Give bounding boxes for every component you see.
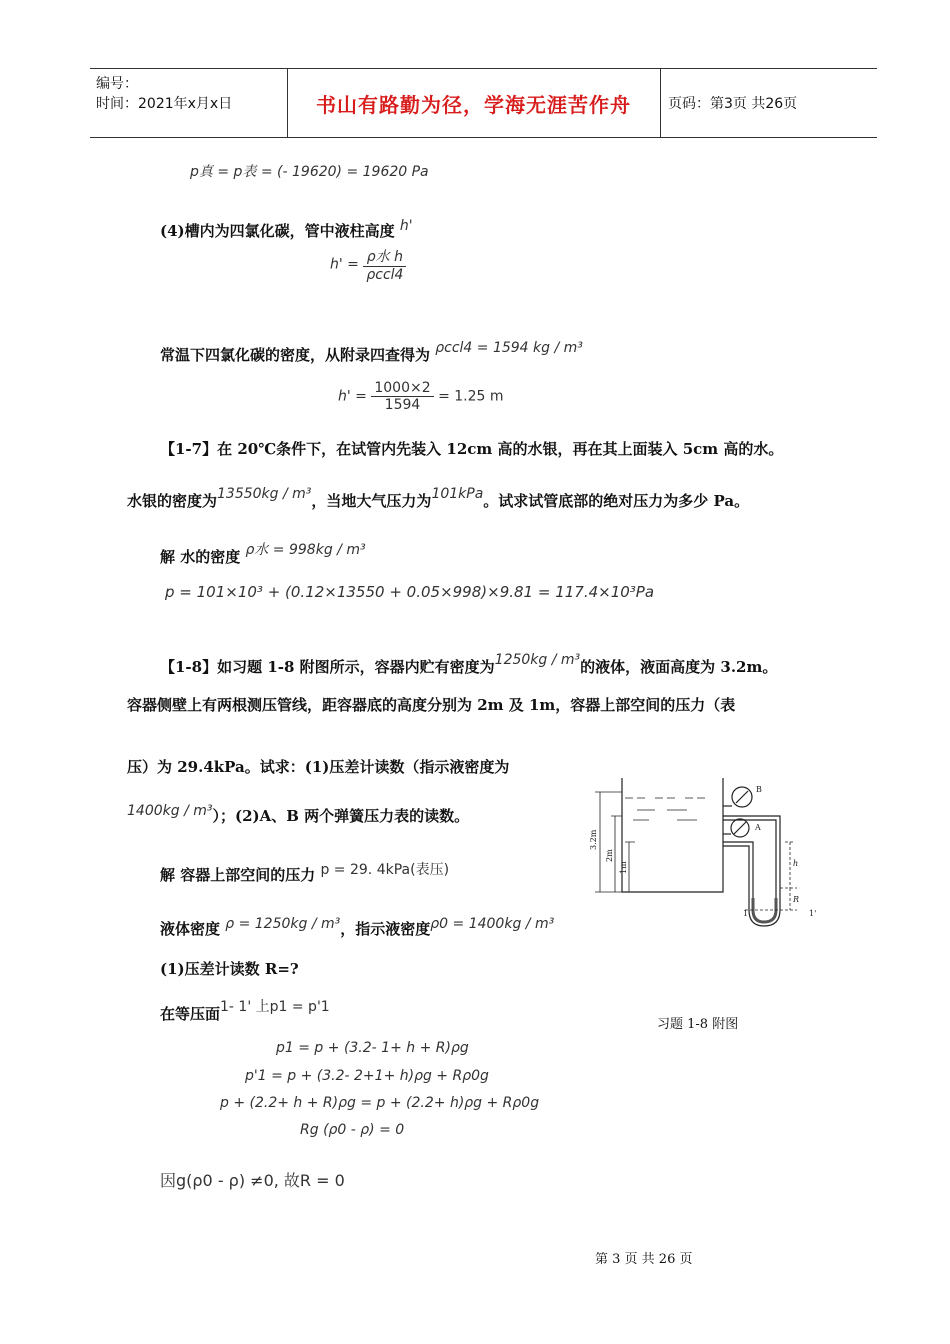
text-equal-pressure-label: 在等压面 (160, 1005, 221, 1023)
text-1-8-end: 的液体，液面高度为 3.2m。 (580, 658, 778, 676)
text-ccl4-label: 常温下四氯化碳的密度，从附录四查得为 (160, 346, 431, 364)
text-question-1-7: 。试求试管底部的绝对压力为多少 Pa。 (483, 492, 750, 510)
eq-ccl4-density: ρccl4 = 1594 kg / m³ (435, 340, 583, 356)
text-indicator-label: ，指示液密度 (340, 920, 431, 938)
eq-hv-lhs: h' = (338, 388, 367, 405)
tank-outline (622, 778, 723, 892)
header-page-cell (660, 69, 877, 137)
text-ccl4-density (160, 340, 583, 365)
time-label: 时间：2021年x月x日 (96, 96, 233, 112)
equation-conclusion: 因g(ρ0 - ρ) ≠0, 故R = 0 (160, 1171, 345, 1190)
equation-p1: p1 = p + (3.2- 1+ h + R)ρg (276, 1040, 469, 1056)
page-footer: 第 3 页 共 26 页 (595, 1252, 693, 1267)
equation-rg: Rg (ρ0 - ρ) = 0 (300, 1122, 405, 1138)
problem-1-8-line2: 容器侧壁上有两根测压管线，距容器底的高度分别为 2m 及 1m，容器上部空间的压力（表 (127, 696, 736, 714)
equation-h-value (338, 380, 504, 413)
eq-h-numerator: ρ水 h (363, 246, 406, 267)
eq-mercury-density: 13550kg / m³ (217, 486, 312, 502)
text-mercury-label: 水银的密度为 (127, 492, 218, 510)
text-liquid-density-label: 液体密度 (160, 920, 221, 938)
figure-label-r: R (793, 895, 800, 904)
eq-hv-numerator: 1000×2 (371, 380, 433, 397)
text-densities (160, 918, 554, 939)
eq-water-density: ρ水 = 998kg / m³ (245, 542, 366, 558)
text-part4 (160, 218, 413, 241)
page-header (90, 68, 877, 138)
figure-label-b: B (756, 785, 762, 794)
problem-1-7: 【1-7】在 20℃条件下，在试管内先装入 12cm 高的水银，再在其上面装入 5cm 高的水。 (160, 440, 784, 458)
solution-1-8 (160, 864, 449, 885)
text-atm-label: ，当地大气压力为 (311, 492, 432, 510)
eq-liquid-density: 1250kg / m³ (494, 652, 581, 668)
text-water-density-label: 解 水的密度 (160, 548, 241, 566)
eq-h-fraction (363, 246, 406, 283)
number-label: 编号： (96, 76, 138, 92)
figure-label-1: 1 (743, 909, 749, 918)
text-upper-pressure-label: 解 容器上部空间的压力 (160, 866, 316, 884)
text-part4-label: (4)槽内为四氯化碳，管中液柱高度 (160, 222, 395, 240)
eq-rho0: ρ0 = 1400kg / m³ (430, 916, 555, 932)
eq-h-lhs: h' = (330, 256, 359, 273)
problem-1-8-line4 (127, 805, 469, 826)
eq-hv-denominator: 1594 (384, 397, 421, 413)
figure-label-a: A (755, 823, 761, 832)
problem-1-8 (160, 652, 778, 677)
figure-label-1-prime: 1' (809, 909, 817, 918)
equation-absolute-pressure: p = 101×10³ + (0.12×13550 + 0.05×998)×9.81 = 117.4×10³Pa (165, 583, 655, 601)
eq-upper-pressure: p = 29. 4kPa(表压) (320, 862, 450, 878)
text-1-8-start: 【1-8】如习题 1-8 附图所示，容器内贮有密度为 (160, 658, 495, 676)
problem-1-7-line2 (127, 486, 750, 511)
figure-1-8 (585, 770, 825, 940)
equation-vacuum: p真 = p表 = (- 19620) = 19620 Pa (190, 164, 429, 180)
page-info: 页码：第3页 共26页 (668, 96, 798, 112)
text-1-8-questions: ）；(2)A、B 两个弹簧压力表的读数。 (212, 807, 470, 825)
eq-h-denominator: ρccl4 (366, 267, 404, 283)
equation-p1-prime: p'1 = p + (3.2- 2+1+ h)ρg + Rρ0g (245, 1068, 489, 1084)
motto: 书山有路勤为径，学海无涯苦作舟 (316, 92, 631, 117)
text-equal-pressure (160, 999, 330, 1024)
header-motto-cell (287, 69, 661, 137)
eq-rho: ρ = 1250kg / m³ (225, 916, 341, 932)
equation-h-prime (330, 246, 406, 283)
header-meta-cell (90, 69, 288, 137)
eq-indicator-density: 1400kg / m³ (127, 803, 213, 819)
figure-label-h: h (793, 859, 799, 868)
eq-equal-pressure: 1- 1' 上p1 = p'1 (220, 999, 330, 1015)
problem-1-8-line3: 压）为 29.4kPa。试求：(1)压差计读数（指示液密度为 (127, 758, 510, 776)
eq-atm-pressure: 101kPa (431, 486, 484, 502)
solution-1-7 (160, 542, 366, 567)
figure-label-1m: 1m (619, 861, 628, 874)
figure-caption: 习题 1-8 附图 (657, 1017, 739, 1032)
var-h-prime: h' (399, 218, 413, 234)
text-part1-question: (1)压差计读数 R=? (160, 960, 299, 978)
eq-hv-fraction (371, 380, 433, 413)
eq-hv-rhs: = 1.25 m (438, 388, 504, 405)
figure-label-2m: 2m (605, 849, 614, 862)
equation-balance: p + (2.2+ h + R)ρg = p + (2.2+ h)ρg + Rρ0g (220, 1095, 540, 1111)
figure-label-3-2m: 3.2m (589, 829, 598, 850)
